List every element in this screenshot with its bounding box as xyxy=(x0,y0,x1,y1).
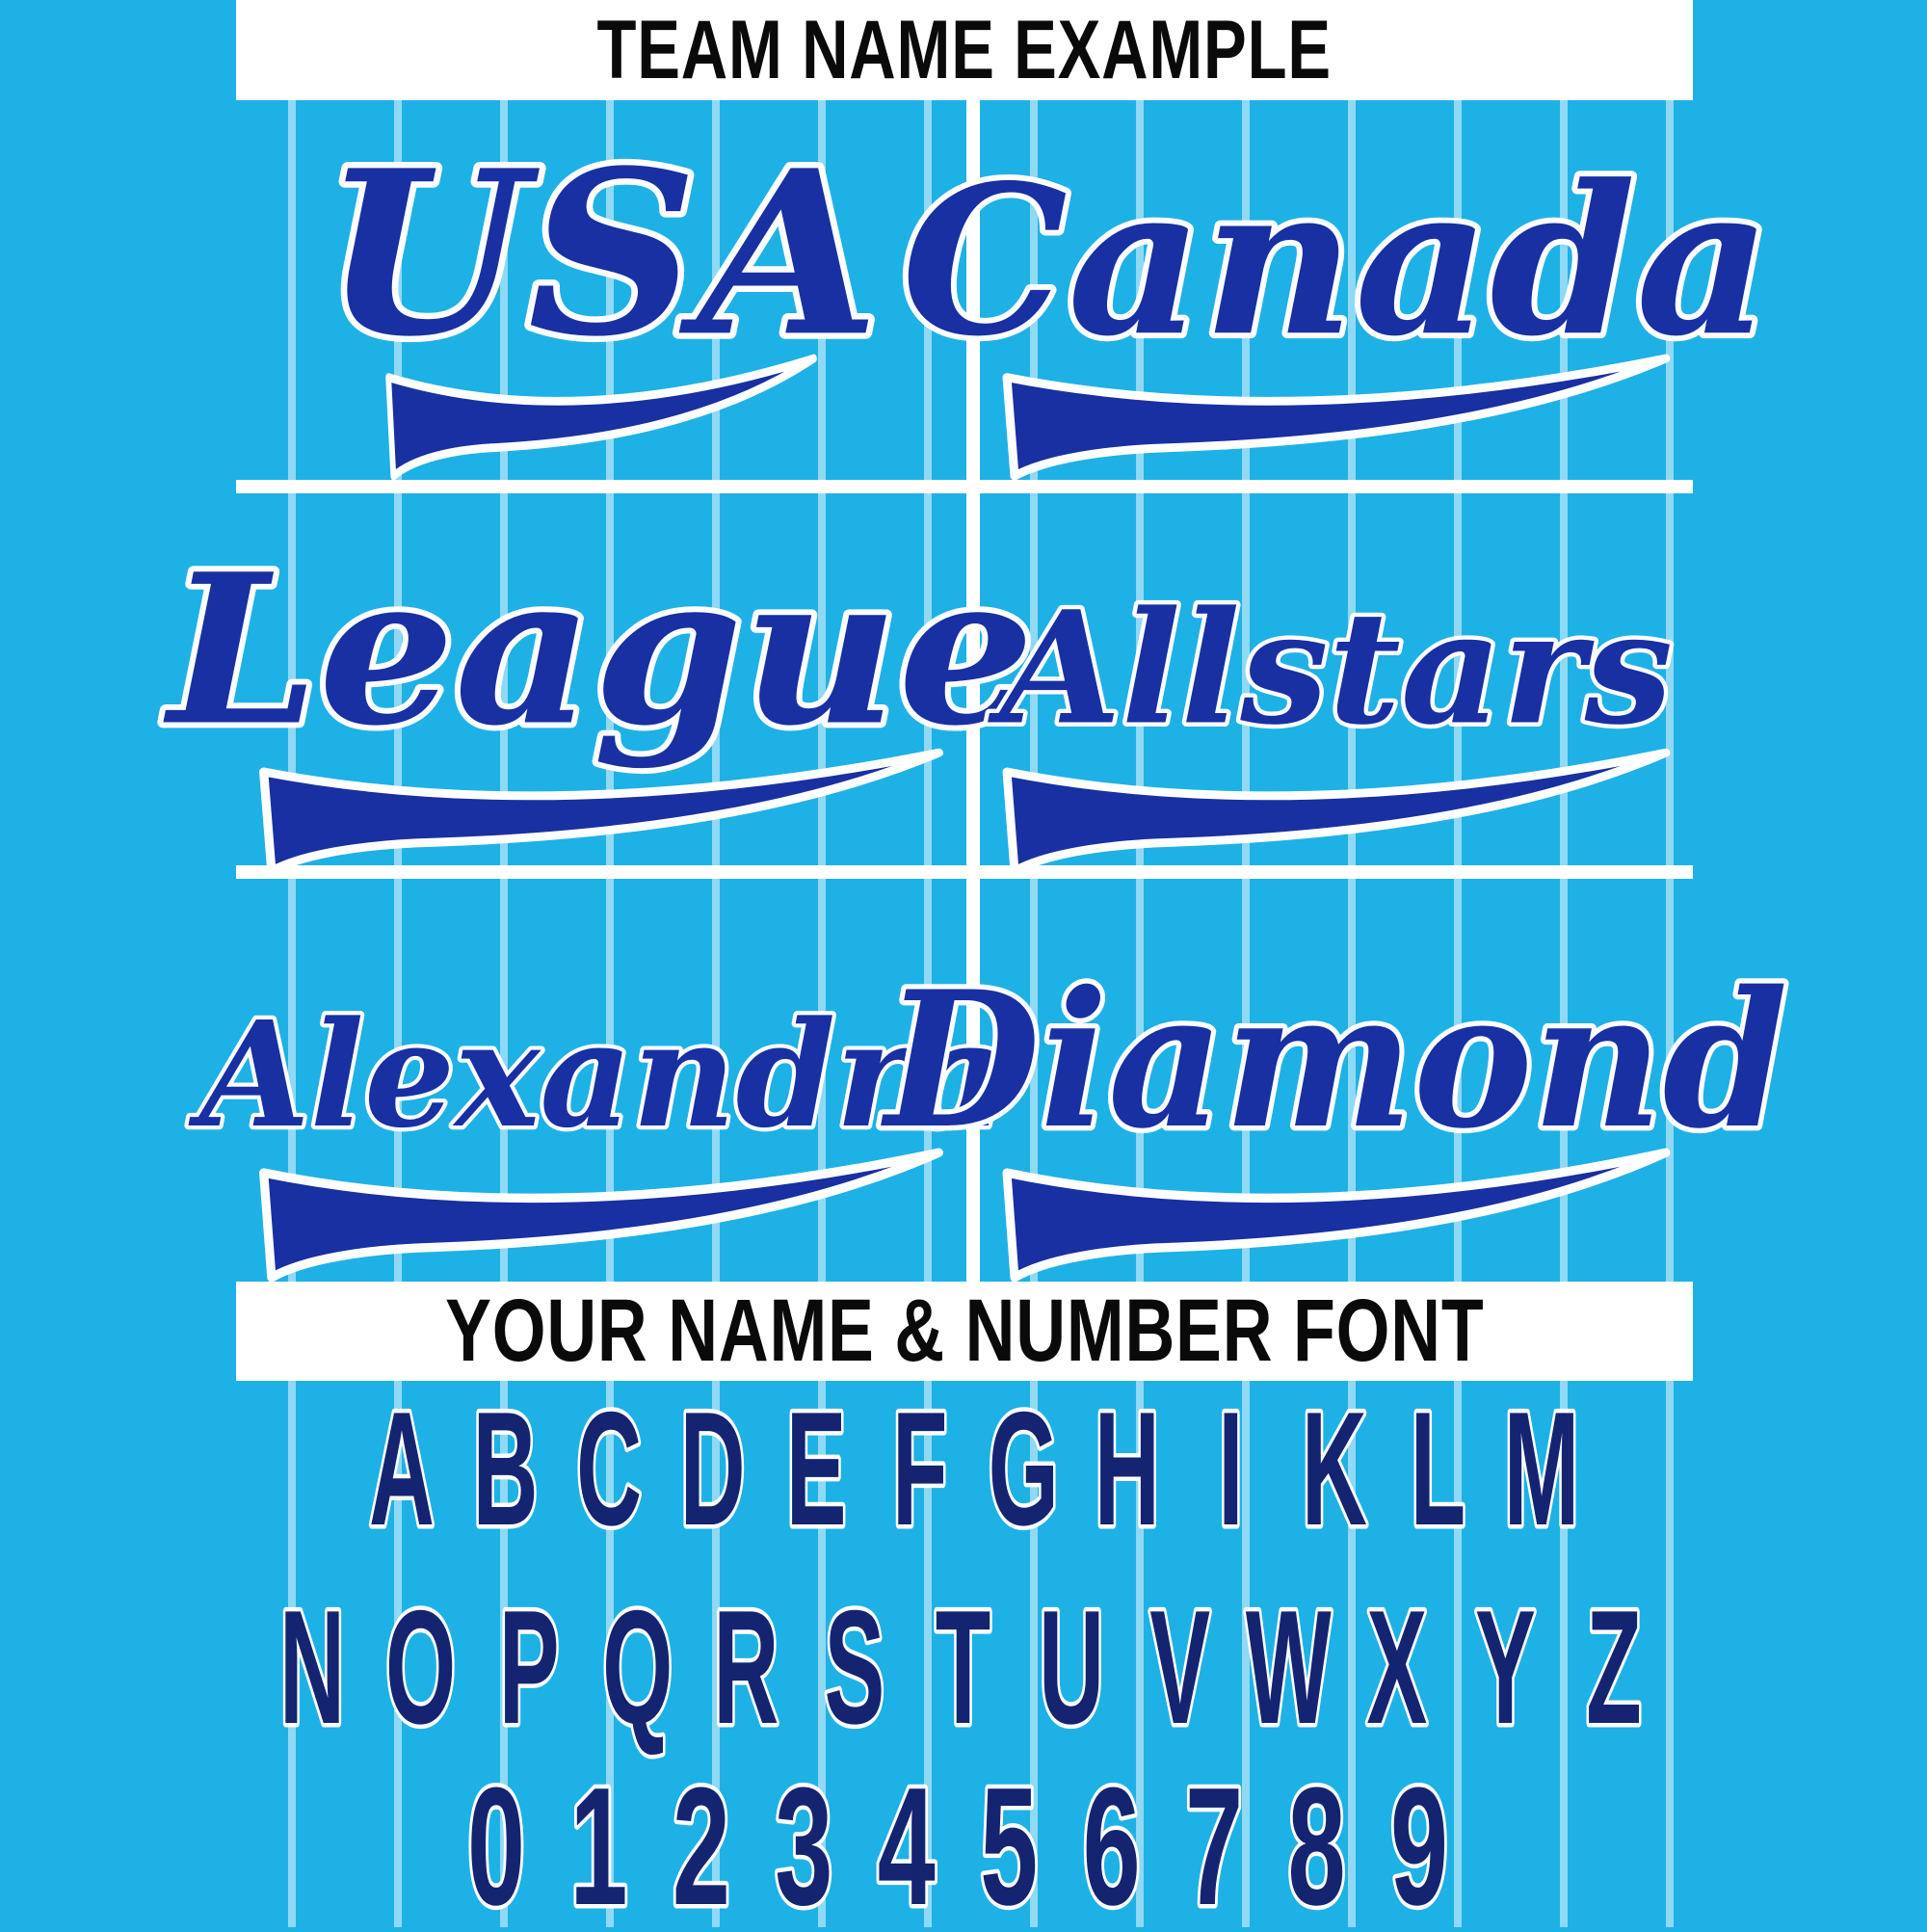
font-letter-6: 6 xyxy=(1082,1752,1141,1932)
font-row-digits xyxy=(236,1752,1693,1932)
font-letter-V: V xyxy=(1149,1576,1211,1758)
font-letter-I: I xyxy=(1218,1378,1244,1559)
team-name-text: Allstars xyxy=(999,577,1674,760)
font-letter-7: 7 xyxy=(1185,1752,1244,1932)
font-letter-H: H xyxy=(1094,1378,1160,1559)
font-letter-W: W xyxy=(1245,1576,1332,1758)
font-letter-9: 9 xyxy=(1389,1752,1449,1932)
team-name-text: Canada xyxy=(901,139,1772,382)
team-name-text: Diamond xyxy=(884,950,1788,1171)
pinstripe-panel xyxy=(168,0,1788,1932)
name-number-font-band xyxy=(236,1282,1693,1381)
swoosh-tail xyxy=(264,1152,939,1278)
font-letter-P: P xyxy=(498,1576,560,1758)
font-letter-Z: Z xyxy=(1586,1576,1642,1758)
team-name-text: USA xyxy=(323,120,880,387)
team-example-usa xyxy=(236,100,966,480)
team-name-text: Alexandra xyxy=(199,990,1003,1161)
font-row-n-to-z xyxy=(236,1576,1693,1758)
font-letter-K: K xyxy=(1301,1378,1367,1559)
font-letter-0: 0 xyxy=(466,1752,526,1932)
font-letter-M: M xyxy=(1503,1378,1580,1559)
font-letter-8: 8 xyxy=(1287,1752,1346,1932)
team-example-diamond xyxy=(884,879,1788,1282)
font-letter-D: D xyxy=(679,1378,746,1559)
team-example-canada xyxy=(901,100,1772,480)
font-letter-3: 3 xyxy=(775,1752,833,1932)
team-example-alexandra xyxy=(199,879,1003,1282)
font-letter-R: R xyxy=(713,1576,779,1758)
font-letter-B: B xyxy=(472,1378,539,1559)
font-letter-L: L xyxy=(1410,1378,1466,1559)
font-letter-G: G xyxy=(988,1378,1059,1559)
font-row-a-to-m xyxy=(236,1378,1693,1559)
font-letter-1: 1 xyxy=(569,1752,628,1932)
swoosh-tail xyxy=(1007,1152,1666,1278)
font-letter-Q: Q xyxy=(602,1576,673,1758)
team-example-allstars xyxy=(980,493,1693,865)
swoosh-tail xyxy=(1007,753,1666,871)
font-letter-N: N xyxy=(279,1576,345,1758)
font-letter-Y: Y xyxy=(1475,1576,1536,1758)
font-letter-O: O xyxy=(384,1576,457,1758)
team-name-text: League xyxy=(168,529,1035,772)
font-letter-A: A xyxy=(369,1378,435,1559)
font-letter-X: X xyxy=(1366,1576,1428,1758)
font-letter-T: T xyxy=(935,1576,991,1758)
font-letter-4: 4 xyxy=(877,1752,936,1932)
row-divider-1 xyxy=(236,480,1693,493)
name-number-font-title: YOUR NAME & NUMBER FONT xyxy=(444,1282,1485,1380)
team-name-example-title: TEAM NAME EXAMPLE xyxy=(596,3,1333,96)
font-letter-S: S xyxy=(824,1576,885,1758)
font-letter-5: 5 xyxy=(980,1752,1039,1932)
font-letter-F: F xyxy=(891,1378,948,1559)
font-letter-C: C xyxy=(576,1378,643,1559)
team-name-example-band xyxy=(236,0,1693,100)
font-letter-E: E xyxy=(785,1378,847,1559)
font-letter-U: U xyxy=(1039,1576,1105,1758)
team-example-league xyxy=(168,493,1035,865)
row-divider-2 xyxy=(236,865,1693,879)
font-letter-2: 2 xyxy=(672,1752,730,1932)
